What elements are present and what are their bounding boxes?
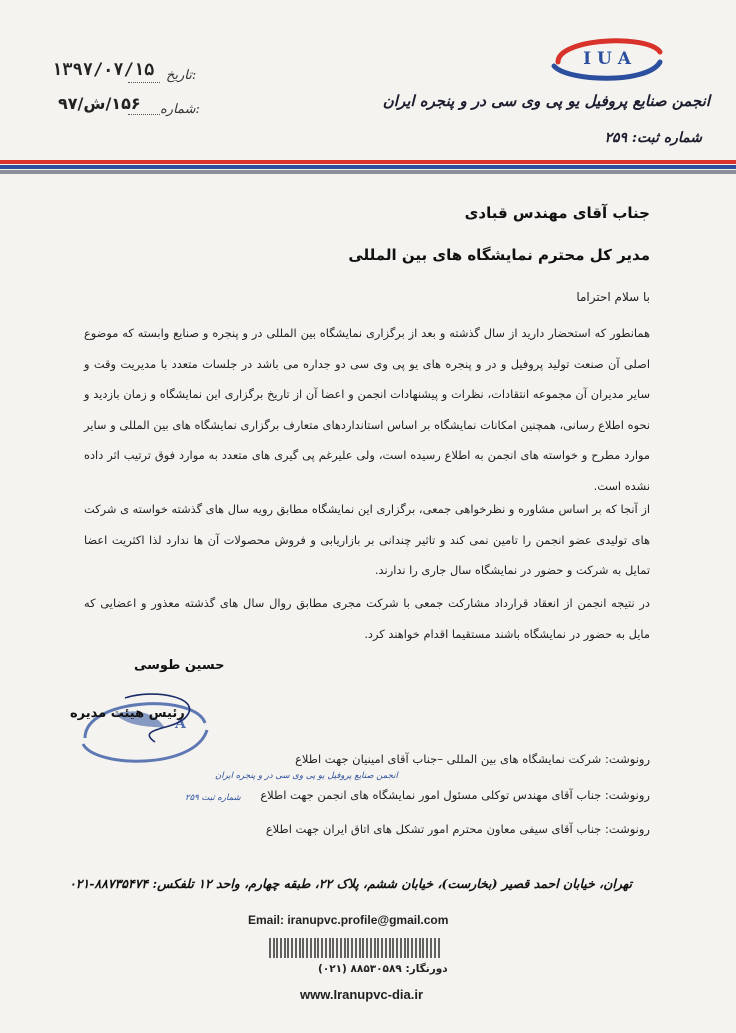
date-label: تاریخ: [166,68,197,83]
email: Email: iranupvc.profile@gmail.com [248,913,449,927]
recipient-title: مدیر کل محترم نمایشگاه های بین المللی [348,246,650,264]
signatory-name: حسین طوسی [134,658,225,673]
address: تهران، خیابان احمد قصیر (بخارست)، خیابان ششم، پلاک ۲۲، طبقه چهارم، واحد ۱۲ تلفکس: ۸۸۷۳۵۴۷۴-۰۲۱ [69,876,632,891]
signatory-title: رئیس هیئت مدیره [70,706,185,721]
logo-text: I U A [583,49,631,69]
paragraph-3: در نتیجه انجمن از انعقاد قرارداد مشارکت جمعی با شرکت مجری مطابق روال سال های گذشته معذور و اعضایی که مایل به حضور در نمایشگاه باشند مستقیما اقدام خواهند کرد. [84,596,650,641]
recipient-name: جناب آقای مهندس قبادی [464,204,650,222]
website: www.Iranupvc-dia.ir [300,987,424,1002]
stamp-org: انجمن صنایع پروفیل یو پی وی سی در و پنجره ایران [215,771,398,781]
fax-number: دورنگار: ۸۸۵۳۰۵۸۹ (۰۲۱) [318,963,448,975]
stamp [55,668,398,808]
number-label: شماره: [160,102,200,117]
letter-date: ۱۳۹۷/۰۷/۱۵ [52,60,155,80]
stamp-reg: شماره ثبت ۲۵۹ [185,793,241,803]
paragraph-1: همانطور که استحضار دارید از سال گذشته و بعد از برگزاری نمایشگاه بین المللی در و پنجره و صنایع وابسته که موضوع اصلی آن صنعت تولید پروفیل و در و پنجره های یو پی وی سی دو جداره می باشد در جلسات متعدد با مدیریت وقت و سایر مدیران آن مجموعه انتقادات، نظرات و پیشنهادات انجمن و اعضا آن از تاریخ برگزاری این نمایشگاه و زمان بازدید و نحوه اطلاع رسانی، همچنین امکانات نمایشگاه بر اساس استانداردهای متعارف برگزاری نمایشگاه های بین المللی و سایر موارد مطرح و خواسته های انجمن به اطلاع رسیده است، ولی علیرغم پی گیری های متعدد به موارد فوق ترتیب اثر داده نشده است. [84,326,650,493]
number-dotted-line [128,114,160,115]
letter-number: ۱۵۶/ش/۹۷ [58,94,141,113]
paragraph-2: از آنجا که بر اساس مشاوره و نظرخواهی جمعی، برگزاری این نمایشگاه مطابق رویه سال های گذشته خواسته ی شرکت های تولیدی عضو انجمن را تامین نمی کند و تاثیر چندانی بر بازاریابی و فروش محصولات آن ها ندارد لذا اکثریت اعضا تمایل به شرکت و حضور در نمایشگاه سال جاری را ندارند. [84,502,650,577]
greeting: با سلام احتراما [576,290,650,304]
cc-line: رونوشت: جناب آقای سیفی معاون محترم امور تشکل های اتاق ایران جهت اطلاع [265,822,650,836]
cc-line: رونوشت: شرکت نمایشگاه های بین المللی –جناب آقای امینیان جهت اطلاع [295,752,650,766]
iua-logo [548,32,666,84]
org-name: انجمن صنایع پروفیل یو پی وی سی در و پنجره ایران [382,92,710,110]
header-stripes [0,160,736,178]
date-dotted-line [128,82,160,83]
svg-text:A: A [175,716,186,732]
registration-number: شماره ثبت: ۲۵۹ [604,130,702,146]
cc-line: رونوشت: جناب آقای مهندس توکلی مسئول امور نمایشگاه های انجمن جهت اطلاع [260,788,650,802]
